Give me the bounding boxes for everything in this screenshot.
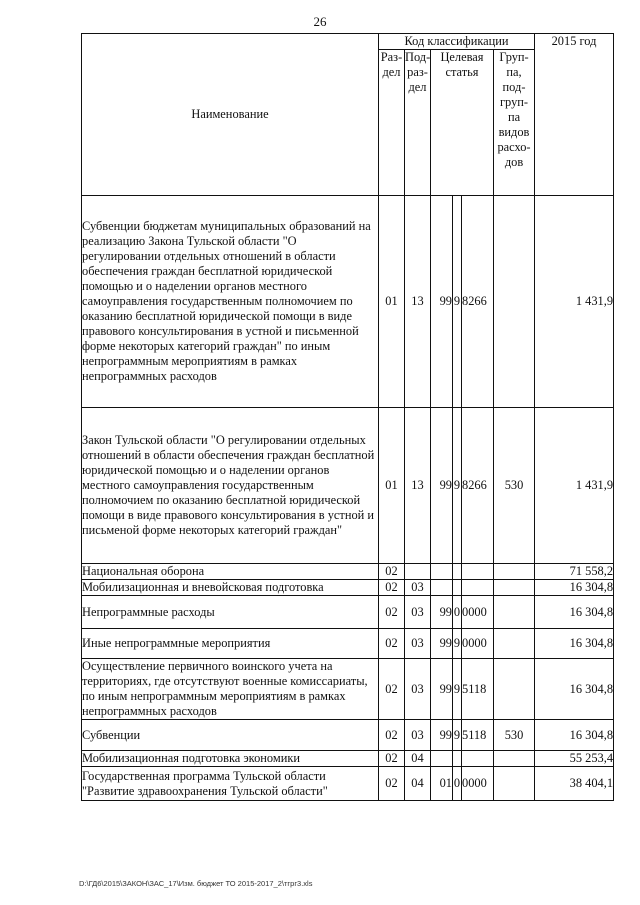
row-amount: 16 304,8 — [535, 659, 614, 720]
row-name: Государственная программа Тульской области "Развитие здравоохранения Тульской области" — [82, 767, 379, 801]
row-subsection: 03 — [405, 659, 431, 720]
row-target-subprogram — [453, 564, 462, 580]
row-section: 02 — [379, 596, 405, 629]
row-target-subprogram: 9 — [453, 408, 462, 564]
table-row — [82, 564, 614, 580]
row-target-item: 8266 — [462, 408, 494, 564]
row-amount: 71 558,2 — [535, 564, 614, 580]
row-section: 02 — [379, 720, 405, 751]
row-target-subprogram: 0 — [453, 767, 462, 801]
row-target-item — [462, 564, 494, 580]
row-expense-group — [494, 659, 535, 720]
table-row — [82, 767, 614, 801]
row-expense-group: 530 — [494, 720, 535, 751]
table-body — [82, 196, 614, 801]
file-path-footer: D:\ГД6\2015\ЗАКОН\ЗАС_17\Изм. бюджет ТО 2015-2017_2\тгрг3.xls — [79, 879, 313, 888]
row-target-subprogram — [453, 751, 462, 767]
row-amount: 16 304,8 — [535, 629, 614, 659]
row-expense-group — [494, 564, 535, 580]
table-row — [82, 196, 614, 408]
row-expense-group — [494, 767, 535, 801]
row-name: Национальная оборона — [82, 564, 379, 580]
row-section: 02 — [379, 580, 405, 596]
row-target-program: 99 — [431, 408, 453, 564]
row-name: Субвенции — [82, 720, 379, 751]
table-row — [82, 629, 614, 659]
row-target-subprogram: 9 — [453, 720, 462, 751]
row-section: 02 — [379, 767, 405, 801]
table-row — [82, 751, 614, 767]
table-row — [82, 596, 614, 629]
row-section: 02 — [379, 564, 405, 580]
row-expense-group — [494, 629, 535, 659]
row-target-subprogram: 9 — [453, 629, 462, 659]
row-section: 02 — [379, 751, 405, 767]
row-section: 02 — [379, 629, 405, 659]
header-group: Груп-па, под-груп-па видов расхо-дов — [494, 50, 535, 196]
row-name: Осуществление первичного воинского учета на территориях, где отсутствуют военные комиссариаты, по иным непрограммным мероприятиям в рамках непрограммных расходов — [82, 659, 379, 720]
row-target-program: 99 — [431, 596, 453, 629]
header-subsection: Под-раз-дел — [405, 50, 431, 196]
budget-table — [81, 33, 614, 801]
page-number: 26 — [313, 14, 327, 29]
row-section: 01 — [379, 196, 405, 408]
row-amount: 55 253,4 — [535, 751, 614, 767]
row-name: Субвенции бюджетам муниципальных образований на реализацию Закона Тульской области "О регулировании отдельных отношений в области обеспечения граждан бесплатной юридической помощью и о наделении органов местного самоуправления государственным полномочием по оказанию бесплатной юридической помощи в виде правового консультирования в устной и письменной форме некоторых категорий граждан" по иным непрограммным мероприятиям в рамках непрограммных расходов — [82, 196, 379, 408]
row-subsection: 03 — [405, 629, 431, 659]
row-subsection: 03 — [405, 720, 431, 751]
row-target-item: 5118 — [462, 720, 494, 751]
header-section: Раз-дел — [379, 50, 405, 196]
row-name: Мобилизационная и вневойсковая подготовка — [82, 580, 379, 596]
row-target-program: 99 — [431, 720, 453, 751]
row-subsection: 04 — [405, 767, 431, 801]
row-amount: 38 404,1 — [535, 767, 614, 801]
table-row — [82, 659, 614, 720]
row-expense-group — [494, 196, 535, 408]
row-subsection: 03 — [405, 596, 431, 629]
row-amount: 16 304,8 — [535, 596, 614, 629]
row-target-item: 0000 — [462, 629, 494, 659]
row-target-subprogram — [453, 580, 462, 596]
row-subsection: 03 — [405, 580, 431, 596]
row-target-item — [462, 751, 494, 767]
row-subsection: 13 — [405, 408, 431, 564]
row-target-program: 99 — [431, 659, 453, 720]
row-target-program: 99 — [431, 196, 453, 408]
row-name: Закон Тульской области "О регулировании отдельных отношений в области обеспечения граждан бесплатной юридической помощью и о наделении органов местного самоуправления государственным полномочием по оказанию бесплатной юридической помощи в виде правового консультирования в устной и письменой форме некоторых категорий граждан" — [82, 408, 379, 564]
row-expense-group — [494, 596, 535, 629]
row-target-program: 01 — [431, 767, 453, 801]
row-expense-group — [494, 580, 535, 596]
header-code-group: Код классификации — [379, 34, 535, 50]
row-target-item: 0000 — [462, 767, 494, 801]
row-target-subprogram: 9 — [453, 659, 462, 720]
row-subsection: 04 — [405, 751, 431, 767]
row-name: Иные непрограммные мероприятия — [82, 629, 379, 659]
row-subsection: 13 — [405, 196, 431, 408]
row-target-item: 8266 — [462, 196, 494, 408]
row-target-item: 0000 — [462, 596, 494, 629]
table-row — [82, 408, 614, 564]
row-expense-group: 530 — [494, 408, 535, 564]
row-target-subprogram: 9 — [453, 196, 462, 408]
row-amount: 1 431,9 — [535, 196, 614, 408]
table-row — [82, 720, 614, 751]
header-target: Целевая статья — [431, 50, 494, 196]
row-amount: 1 431,9 — [535, 408, 614, 564]
row-target-program — [431, 564, 453, 580]
row-name: Непрограммные расходы — [82, 596, 379, 629]
row-target-subprogram: 0 — [453, 596, 462, 629]
row-expense-group — [494, 751, 535, 767]
row-target-program — [431, 751, 453, 767]
header-year: 2015 год — [535, 34, 614, 196]
row-target-item — [462, 580, 494, 596]
row-section: 02 — [379, 659, 405, 720]
row-amount: 16 304,8 — [535, 720, 614, 751]
row-target-program — [431, 580, 453, 596]
row-amount: 16 304,8 — [535, 580, 614, 596]
row-section: 01 — [379, 408, 405, 564]
header-name: Наименование — [82, 34, 379, 196]
table-row — [82, 580, 614, 596]
row-name: Мобилизационная подготовка экономики — [82, 751, 379, 767]
row-target-program: 99 — [431, 629, 453, 659]
row-target-item: 5118 — [462, 659, 494, 720]
row-subsection — [405, 564, 431, 580]
